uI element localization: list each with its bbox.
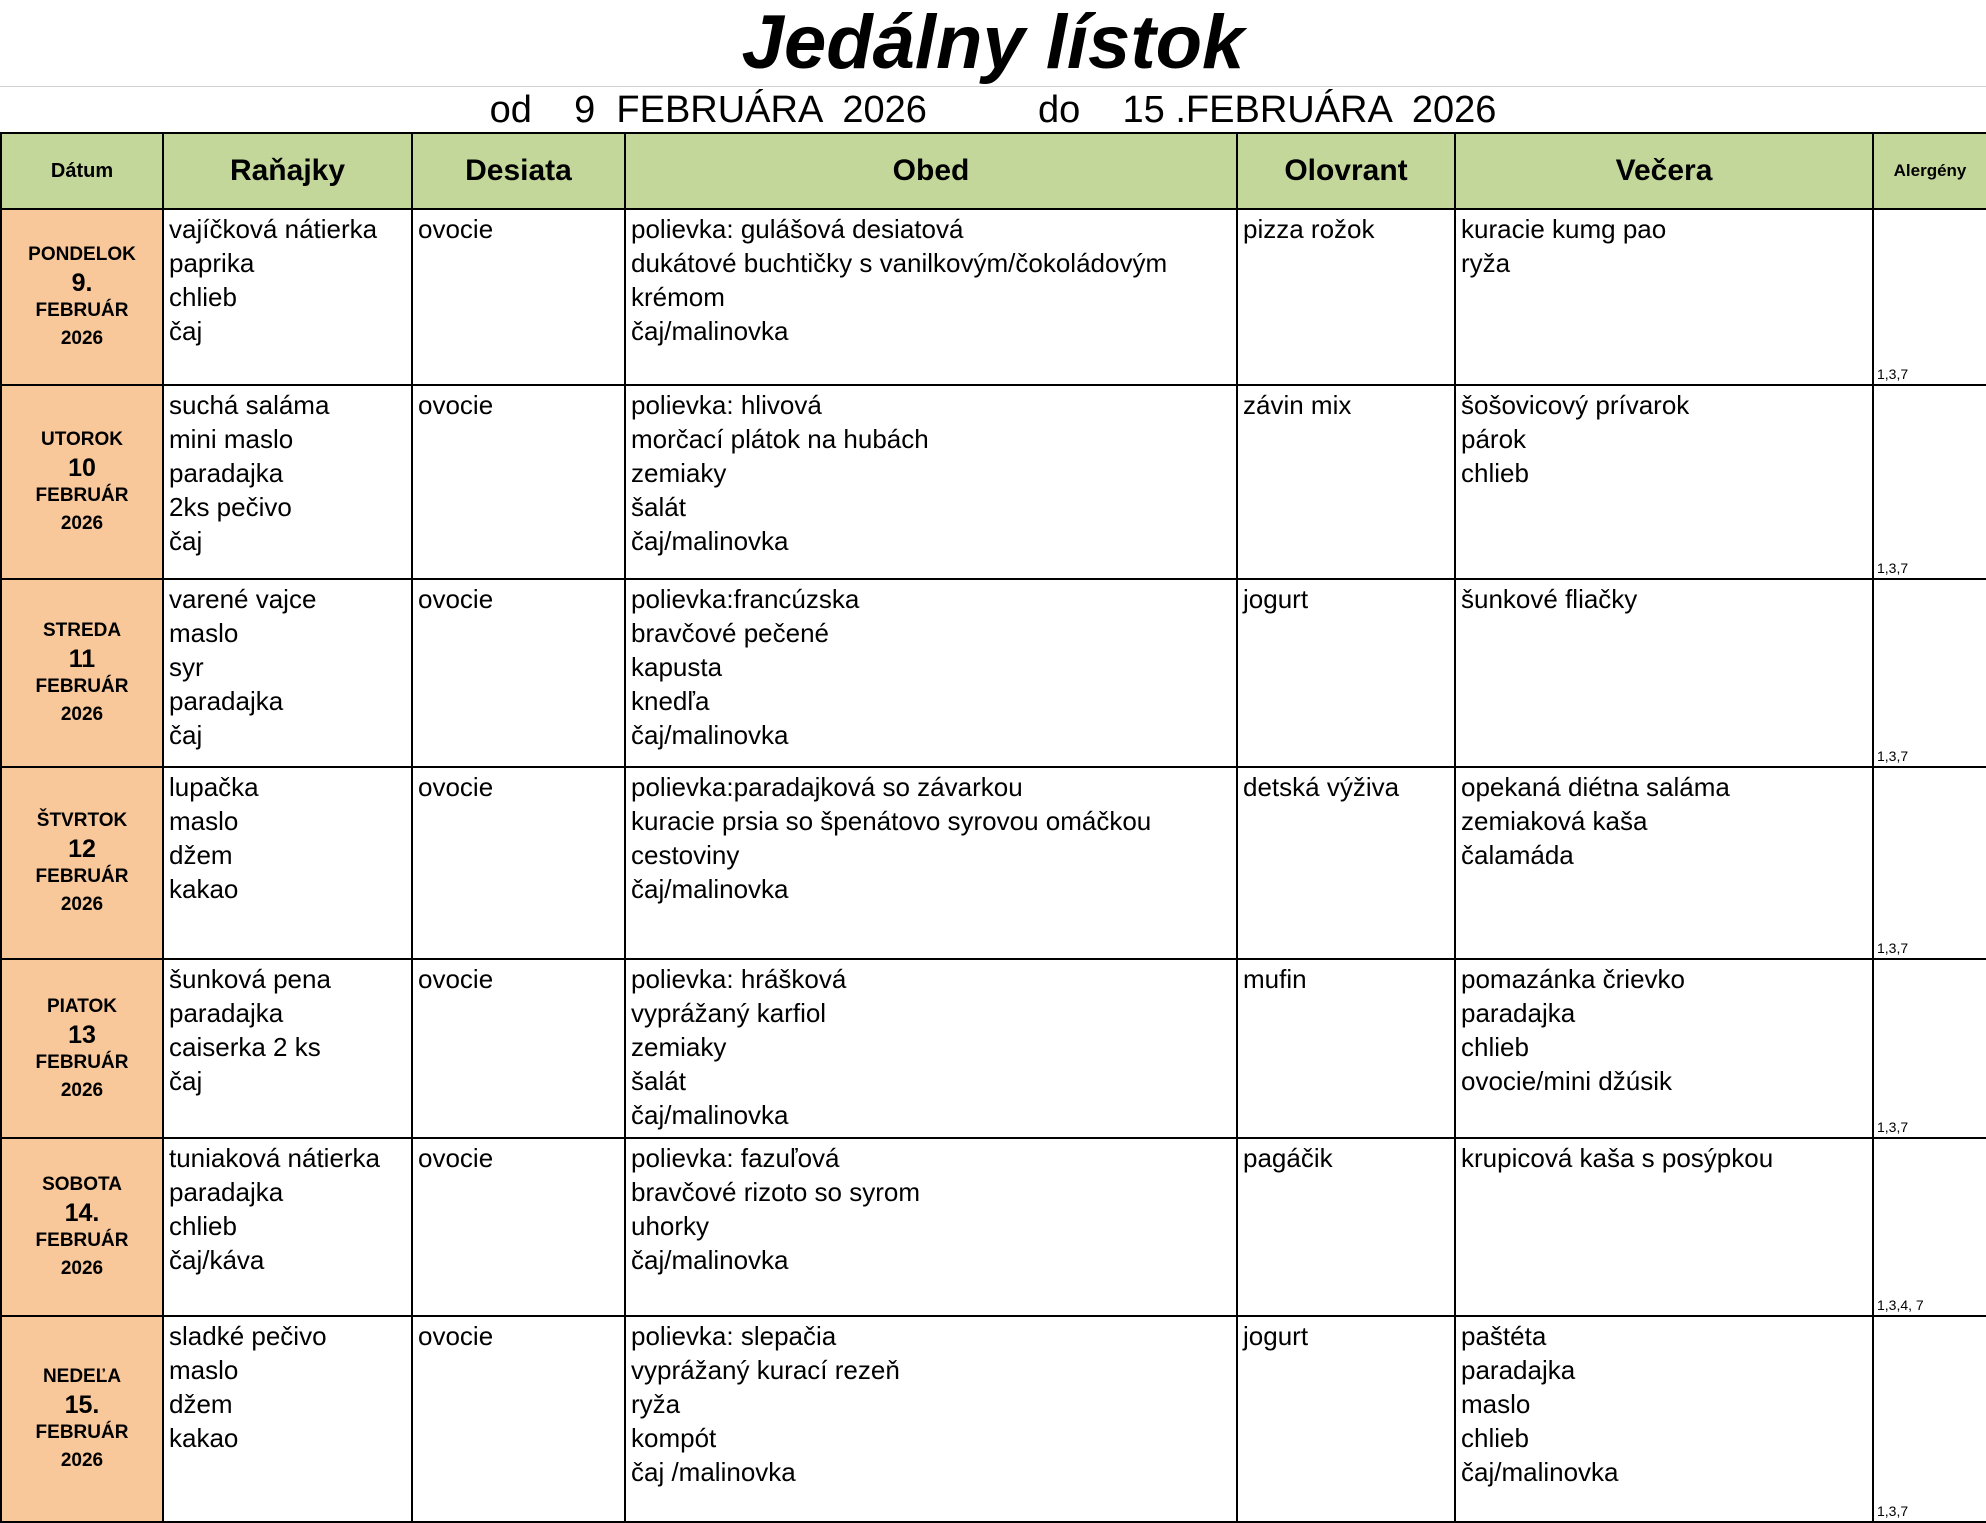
menu-item: lupačka [169, 772, 259, 802]
menu-item: pomazánka črievko [1461, 964, 1685, 994]
menu-item: mini maslo [169, 424, 294, 454]
date-range [0, 86, 1986, 133]
allergens-cell: 1,3,7 [1873, 959, 1986, 1138]
menu-item: maslo [1461, 1389, 1531, 1419]
dinner-cell [1455, 767, 1873, 959]
menu-item: paradajka [169, 1177, 284, 1207]
year: 2026 [60, 328, 104, 349]
snack-cell [412, 1138, 625, 1316]
menu-item: ovocie [418, 390, 494, 420]
lunch-cell [625, 767, 1237, 959]
menu-item: džem [169, 840, 233, 870]
day-name: STREDA [42, 620, 122, 641]
lunch-cell [625, 959, 1237, 1138]
snack-cell [412, 1316, 625, 1522]
dinner-cell [1455, 959, 1873, 1138]
menu-item: šunková pena [169, 964, 331, 994]
header-snack: Desiata [412, 133, 625, 209]
menu-item: zemiaková kaša [1461, 806, 1648, 836]
day-name: PIATOK [46, 995, 118, 1017]
menu-item: polievka:francúzska [631, 584, 860, 614]
day-row [1, 767, 1986, 959]
day-row [1, 209, 1986, 385]
menu-item: čalamáda [1461, 840, 1574, 870]
menu-item: cestoviny [631, 840, 740, 870]
menu-item: šalát [631, 492, 686, 522]
menu-item: syr [169, 652, 204, 682]
menu-item: maslo [169, 806, 239, 836]
menu-item: čaj/káva [169, 1245, 265, 1275]
menu-item: šošovicový prívarok [1461, 390, 1690, 420]
menu-item: paprika [169, 248, 255, 278]
year: 2026 [60, 1450, 104, 1471]
menu-item: polievka: slepačia [631, 1321, 837, 1351]
menu-item: chlieb [1461, 1032, 1529, 1062]
menu-item: polievka: gulášová desiatová [631, 214, 964, 244]
allergens-cell: 1,3,7 [1873, 767, 1986, 959]
dinner-cell [1455, 209, 1873, 385]
menu-item: čaj/malinovka [631, 874, 789, 904]
menu-item: chlieb [1461, 458, 1529, 488]
menu-item: zemiaky [631, 1032, 727, 1062]
menu-item: čaj/malinovka [631, 316, 789, 346]
snack-cell [412, 959, 625, 1138]
menu-item: džem [169, 1389, 233, 1419]
menu-item: dukátové buchtičky s vanilkovým/čokoládovým [631, 248, 1168, 278]
snack-cell [412, 385, 625, 579]
afternoon-snack-cell [1237, 209, 1455, 385]
day-name: ŠTVRTOK [36, 810, 128, 831]
menu-item: caiserka 2 ks [169, 1032, 321, 1062]
menu-item: kakao [169, 1423, 239, 1453]
month-name: FEBRUÁR [35, 1230, 129, 1251]
day-name: PONDELOK [28, 244, 136, 265]
menu-table [0, 132, 1986, 1523]
menu-item: sladké pečivo [169, 1321, 327, 1351]
menu-item: ryža [1461, 248, 1511, 278]
menu-item: uhorky [631, 1211, 710, 1241]
menu-item: kuracie kumg pao [1461, 214, 1667, 244]
menu-item: opekaná diétna saláma [1461, 772, 1730, 802]
from-label: od [489, 89, 532, 131]
menu-item: šalát [631, 1066, 686, 1096]
menu-item: čaj [169, 316, 203, 346]
afternoon-snack-cell [1237, 959, 1455, 1138]
day-name: SOBOTA [42, 1174, 122, 1195]
menu-item: varené vajce [169, 584, 317, 614]
menu-item: polievka: hlivová [631, 390, 822, 420]
menu-item: knedľa [631, 686, 710, 716]
day-row [1, 959, 1986, 1138]
header-allergens: Alergény [1873, 133, 1986, 209]
header-lunch: Obed [625, 133, 1237, 209]
menu-item: čaj/malinovka [631, 1100, 789, 1130]
day-name: NEDEĽA [42, 1366, 122, 1387]
menu-item: ovocie [418, 1321, 494, 1351]
menu-item: bravčové rizoto so syrom [631, 1177, 920, 1207]
day-row [1, 579, 1986, 767]
date-cell [1, 767, 163, 959]
menu-item: zemiaky [631, 458, 727, 488]
day-number: 15. [64, 1391, 100, 1419]
menu-item: chlieb [169, 1211, 237, 1241]
afternoon-snack-cell [1237, 1138, 1455, 1316]
breakfast-cell [163, 1316, 412, 1522]
menu-item: párok [1461, 424, 1527, 454]
menu-item: závin mix [1243, 390, 1352, 420]
date-cell [1, 959, 163, 1138]
date-cell [1, 1316, 163, 1522]
day-name: UTOROK [41, 429, 123, 450]
header-row [1, 133, 1986, 209]
menu-item: ovocie/mini džúsik [1461, 1066, 1672, 1096]
breakfast-cell [163, 209, 412, 385]
menu-body [1, 209, 1986, 1522]
dinner-cell [1455, 1138, 1873, 1316]
menu-item: čaj [169, 1066, 203, 1096]
menu-item: pagáčik [1243, 1143, 1333, 1173]
menu-item: polievka: hrášková [631, 964, 847, 994]
menu-item: kakao [169, 874, 239, 904]
header-date: Dátum [1, 133, 163, 209]
afternoon-snack-cell [1237, 1316, 1455, 1522]
breakfast-cell [163, 579, 412, 767]
month-name: FEBRUÁR [35, 1422, 129, 1443]
menu-item: paradajka [169, 458, 284, 488]
menu-item: ovocie [418, 584, 494, 614]
day-number: 9. [71, 269, 93, 297]
day-number: 11 [68, 645, 96, 673]
lunch-cell [625, 1138, 1237, 1316]
allergens-cell: 1,3,7 [1873, 209, 1986, 385]
menu-item: šunkové fliačky [1461, 584, 1638, 614]
menu-item: jogurt [1243, 584, 1309, 614]
header-dinner: Večera [1455, 133, 1873, 209]
month-name: FEBRUÁR [35, 300, 129, 321]
header-afternoon-snack: Olovrant [1237, 133, 1455, 209]
dinner-cell [1455, 1316, 1873, 1522]
menu-item: kuracie prsia so špenátovo syrovou omáčkou [631, 806, 1152, 836]
day-number: 14. [64, 1199, 100, 1227]
menu-item: pizza rožok [1243, 214, 1375, 244]
lunch-cell [625, 579, 1237, 767]
lunch-cell [625, 385, 1237, 579]
day-number: 10 [68, 454, 96, 482]
menu-item: 2ks pečivo [169, 492, 292, 522]
date-cell [1, 385, 163, 579]
from-date: 9 FEBRUÁRA 2026 [574, 89, 927, 131]
header-breakfast: Raňajky [163, 133, 412, 209]
menu-item: paradajka [169, 998, 284, 1028]
allergens-cell: 1,3,4, 7 [1873, 1138, 1986, 1316]
menu-item: paradajka [1461, 998, 1576, 1028]
menu-item: tuniaková nátierka [169, 1143, 381, 1173]
lunch-cell [625, 1316, 1237, 1522]
menu-item: krémom [631, 282, 725, 312]
dinner-cell [1455, 385, 1873, 579]
day-number: 13 [68, 1020, 96, 1049]
allergens-cell: 1,3,7 [1873, 1316, 1986, 1522]
month-name: FEBRUÁR [35, 866, 129, 887]
lunch-cell [625, 209, 1237, 385]
menu-item: ovocie [418, 964, 494, 994]
day-row [1, 1316, 1986, 1522]
menu-item: chlieb [169, 282, 237, 312]
menu-item: maslo [169, 1355, 239, 1385]
dinner-cell [1455, 579, 1873, 767]
breakfast-cell [163, 767, 412, 959]
snack-cell [412, 579, 625, 767]
menu-item: čaj [169, 526, 203, 556]
date-cell [1, 1138, 163, 1316]
afternoon-snack-cell [1237, 767, 1455, 959]
menu-item: ryža [631, 1389, 681, 1419]
date-cell [1, 579, 163, 767]
menu-item: ovocie [418, 1143, 494, 1173]
menu-item: paradajka [169, 686, 284, 716]
month-name: FEBRUÁR [35, 485, 129, 506]
menu-item: krupicová kaša s posýpkou [1461, 1143, 1774, 1173]
menu-item: polievka: fazuľová [631, 1143, 840, 1173]
menu-item: vajíčková nátierka [169, 214, 378, 244]
menu-item: kapusta [631, 652, 723, 682]
year: 2026 [60, 513, 104, 534]
menu-title: Jedálny lístok [741, 0, 1245, 85]
year: 2026 [60, 704, 104, 725]
menu-item: čaj/malinovka [1461, 1457, 1619, 1487]
allergens-cell: 1,3,7 [1873, 385, 1986, 579]
year: 2026 [60, 1079, 104, 1101]
menu-item: ovocie [418, 772, 494, 802]
allergens-cell: 1,3,7 [1873, 579, 1986, 767]
breakfast-cell [163, 959, 412, 1138]
menu-item: chlieb [1461, 1423, 1529, 1453]
menu-item: čaj/malinovka [631, 720, 789, 750]
snack-cell [412, 209, 625, 385]
menu-item: detská výživa [1243, 772, 1400, 802]
menu-item: suchá saláma [169, 390, 330, 420]
menu-item: kompót [631, 1423, 717, 1453]
to-label: do [1038, 89, 1081, 131]
snack-cell [412, 767, 625, 959]
menu-item: čaj/malinovka [631, 526, 789, 556]
year: 2026 [60, 894, 104, 915]
menu-item: jogurt [1243, 1321, 1309, 1351]
menu-item: paštéta [1461, 1321, 1547, 1351]
day-row [1, 1138, 1986, 1316]
month-name: FEBRUÁR [35, 676, 129, 697]
menu-item: ovocie [418, 214, 494, 244]
breakfast-cell [163, 385, 412, 579]
menu-item: čaj [169, 720, 203, 750]
menu-item: čaj /malinovka [631, 1457, 796, 1487]
menu-item: vyprážaný karfiol [631, 998, 827, 1028]
menu-item: vyprážaný kurací rezeň [631, 1355, 900, 1385]
afternoon-snack-cell [1237, 579, 1455, 767]
date-cell [1, 209, 163, 385]
menu-item: bravčové pečené [631, 618, 830, 648]
menu-item: morčací plátok na hubách [631, 424, 929, 454]
menu-item: čaj/malinovka [631, 1245, 789, 1275]
menu-item: maslo [169, 618, 239, 648]
afternoon-snack-cell [1237, 385, 1455, 579]
month-name: FEBRUÁR [35, 1051, 129, 1073]
day-row [1, 385, 1986, 579]
menu-item: paradajka [1461, 1355, 1576, 1385]
day-number: 12 [68, 835, 96, 863]
menu-item: polievka:paradajková so závarkou [631, 772, 1023, 802]
menu-item: mufin [1243, 964, 1307, 994]
breakfast-cell [163, 1138, 412, 1316]
to-date: 15 .FEBRUÁRA 2026 [1122, 89, 1497, 131]
year: 2026 [60, 1258, 104, 1279]
